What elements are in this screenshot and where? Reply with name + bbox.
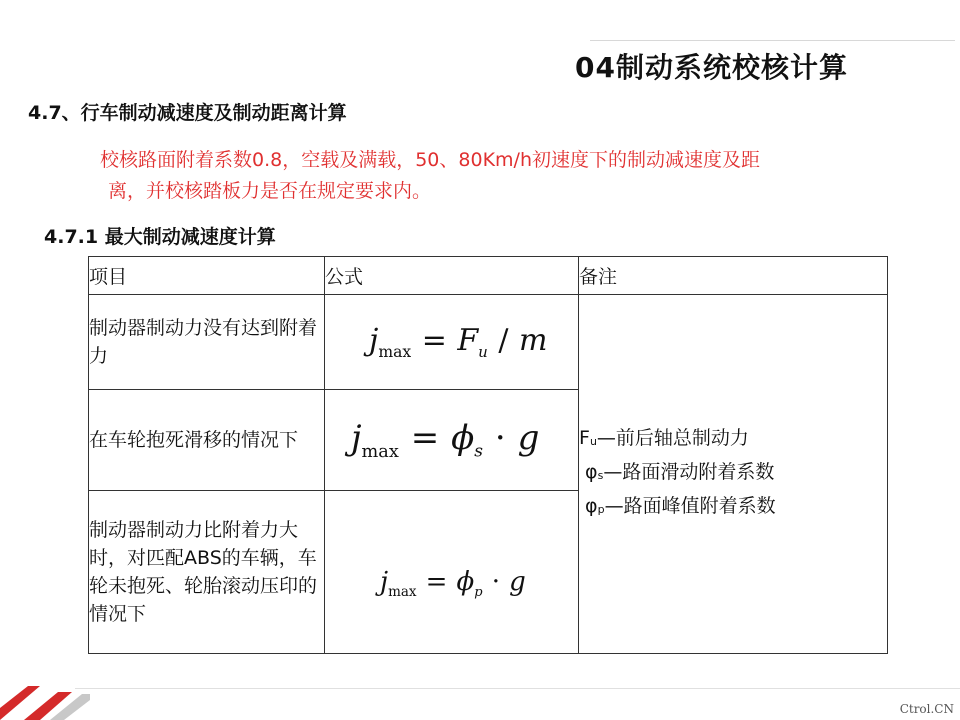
- intro-line-2: 离，并校核踏板力是否在规定要求内。: [108, 180, 432, 202]
- header-divider: [590, 40, 955, 41]
- row-item: 在车轮抱死滑移的情况下: [89, 390, 325, 491]
- note-line: $\varphi_p—$路面峰值附着系数: [585, 495, 776, 517]
- subsection-heading: 4.7.1 最大制动减速度计算: [44, 226, 276, 248]
- formula-cell: [325, 390, 579, 491]
- table-header-row: [89, 257, 888, 295]
- column-header-note: 备注: [579, 257, 888, 295]
- formula-cell: [325, 295, 579, 390]
- watermark: Ctrol.CN: [899, 702, 954, 716]
- notes-cell: [579, 295, 888, 654]
- intro-line-1: 校核路面附着系数0.8，空载及满载，50、80Km/h初速度下的制动减速度及距: [100, 149, 760, 171]
- intro-text: [100, 145, 920, 207]
- table-row: [89, 295, 888, 390]
- corner-stripe-icon: [0, 686, 90, 720]
- formula-peak-adhesion: $j_{max} = \phi_p \cdot g$: [380, 567, 526, 601]
- calculation-table: [88, 256, 888, 654]
- page-title: 04制动系统校核计算: [575, 51, 848, 84]
- column-header-formula: 公式: [325, 257, 579, 295]
- note-line: $F_u—$前后轴总制动力: [579, 427, 749, 449]
- column-header-item: 项目: [89, 257, 325, 295]
- formula-max-braking-force: $j_{max} = F_u / m$: [369, 322, 548, 361]
- footer-divider: [75, 688, 960, 689]
- row-item: 制动器制动力比附着力大时，对匹配ABS的车辆，车轮未抱死、轮胎滚动压印的情况下: [89, 491, 325, 654]
- note-line: $\varphi_s—$路面滑动附着系数: [585, 461, 775, 483]
- row-item: 制动器制动力没有达到附着力: [89, 295, 325, 390]
- section-heading: 4.7、行车制动减速度及制动距离计算: [28, 102, 347, 124]
- formula-sliding-adhesion: $j_{max} = \phi_s \cdot g$: [351, 418, 540, 462]
- formula-cell: [325, 491, 579, 654]
